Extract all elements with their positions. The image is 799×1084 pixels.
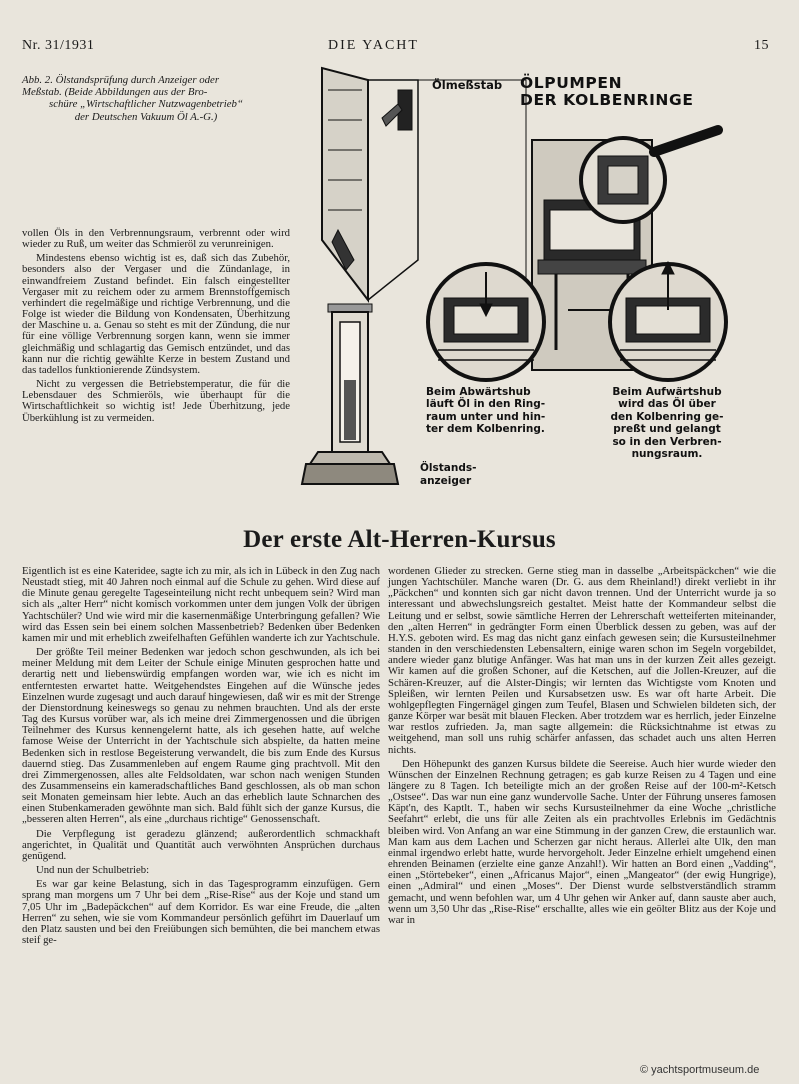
label-line: nungsraum.: [631, 448, 703, 461]
paragraph: Und nun der Schulbetrieb:: [36, 864, 150, 877]
previous-article-column: [22, 228, 290, 424]
paragraph: Die Verpflegung ist geradezu glänzend; außerordentlich schmackhaft angerichtet, in Qualität und Quantität auch verwöhnten Ansprüchen durchaus genügend.: [22, 827, 380, 862]
figure-caption: [22, 74, 270, 123]
paragraph: Nicht zu vergessen die Betriebstemperatur, die für die Lebensdauer des Schmieröls, wie überhaupt für die Wirtschaftlichkeit so wichtig ist! Jede Überhitzung, jede Überkühlung ist zu vermeiden.: [22, 378, 290, 424]
paragraph: wordenen Glieder zu strecken. Gerne stieg man in dasselbe „Arbeitspäckchen“ wie die jungen Yachtschüler. Manche waren (Dr. G. aus dem Rheinland!) direkt verliebt in ihr „Päckchen“ und konnten sich gar nicht davon trennen. Und der Unterricht wurde ja so interessant und abwechslungsreich gestaltet. Meist hatte der Kommandeur selbst die Leitung und er selbst, sowie sämtliche Herren der Lehrerschaft wetteiferten miteinander, den „alten Herren“ in gedrängter Form einen Überblick dessen zu geben, was auf der H.Y.S. geboten wird. Es mag das nicht ganz einfach gewesen sein; die Kursusteilnehmer standen in den verschiedensten Lebensaltern, einige waren schon im Segeln vorgebildet, andere wieder ganz blutige Anfänger. Was hat man uns in der kurzen Zeit alles gezeigt. Wir kamen auf die großen Schoner, auf die Ketschen, auf die Jollen-Kreuzer, auf die Schären-Kreuzer, auf die Alster-Dingis; wir lernten das Wichtigste vom Knoten und Spleißen, wir lernten Peilen und Kursabsetzen usw. Es war oft harte Arbeit. Die wohlgepflegten Fingernägel gingen zum Teufel, Blasen und Schwielen bildeten sich, der ganze Körper war besät mit blauen Flecken. Aber trotzdem war es herrlich, jeder Einzelne war restlos zufrieden. Ja, man sagte allgemein: die Rücksichtnahme ist etwas zu weitgehend, man soll uns ruhig schärfer anfassen, das schadet auch uns alten Herren nichts.: [388, 565, 776, 756]
paragraph: Mindestens ebenso wichtig ist es, daß sich das Zubehör, besonders also der Vergaser und die Zündanlage, in einwandfreiem Zustand befindet. Ein falsch eingestellter Vergaser mit zu reichem oder zu armem Brennstoffgemisch verhindert die regelmäßige und richtige Verbrennung, und die Folge ist wieder die Bildung von Kondensaten, Überhitzung der Maschine u. a. Genau so steht es mit der Zündung, die nur für eine völlige Verbrennung sorgen kann, wenn sie immer gleichmäßig und schlagartig das Gemisch entzündet, und das kann nur die richtig gewählte Kerze in bestem Zustand und das tadellos funktionierende Zündsystem.: [22, 252, 290, 376]
page-number: 15: [754, 38, 769, 53]
paragraph: Es war gar keine Belastung, sich in das Tagesprogramm einzufügen. Gern sprang man morgens um 7 Uhr bei dem „Rise-Rise“ aus der Koje und stand um 7,05 Uhr im „Badepäckchen“ auf dem Korridor. Es war eine Freude, die „alten Herren“ zu sehen, wie sie vom Kommandeur persönlich geführt im Dauerlauf um den Platz sausten und bei den Freiübungen sich bemühten, die bei manchem etwas steif ge-: [22, 878, 380, 946]
upstroke-label: [604, 386, 730, 460]
label-line: preßt und gelangt: [613, 423, 721, 436]
caption-line: der Deutschen Vakuum Öl A.-G.): [74, 110, 218, 123]
article-headline: Der erste Alt-Herren-Kursus: [243, 526, 556, 553]
oil-level-indicator-drawing: [302, 304, 398, 484]
issue-number: Nr. 31/1931: [22, 38, 95, 53]
caption-line: Abb. 2. Ölstandsprüfung durch Anzeiger oder: [22, 74, 220, 86]
caption-line: schüre „Wirtschaftlicher Nutzwagenbetrieb“: [49, 98, 243, 111]
illustration-title-line: ÖLPUMPEN: [520, 74, 623, 92]
paragraph: Der größte Teil meiner Bedenken war jedoch schon geschwunden, als ich bei meiner Meldung mit dem Leiter der Schule einige Minuten gesprochen hatte und derartig nett und liebenswürdig empfangen worden war, wie ich es nicht im entferntesten erwartet hatte. Weitgehendstes Eingehen auf die Wünsche jedes Einzelnen wurde zugesagt und auch darauf hingewiesen, daß wir es mit der Strenge der Dienstordnung keineswegs so genau zu nehmen brauchten. Und als der erste Tag des Kursus vorüber war, als ich meine drei Zimmergenossen und die übrigen Teilnehmer des Kursus kennengelernt hatte, als ich gesehen hatte, auf welche famose Weise der Unterricht in der Yachtschule sich abspielte, da hatten meine Bedenken sich in restlose Begeisterung verwandelt, die bis zum Ende des Kursus dauernd stieg. Das Zusammenleben auf engem Raume ging prachtvoll. Mit den drei Zimmergenossen, alles alte Feldsoldaten, war schon nach wenigen Stunden des Zusammenseins ein kameradschaftliches Band geschlossen, als ob man schon seit Monaten gemeinsam hier lebte. Auch an das erheblich laute Schnarchen des einen Stubenkameraden gewöhnte man sich. Bald fühlt sich der ganze Kursus, die „besseren alten Herren“, als eine „durchaus richtige“ Genossenschaft.: [22, 646, 380, 826]
watermark: © yachtsportmuseum.de: [640, 1064, 760, 1076]
label-line: ter dem Kolbenring.: [426, 423, 545, 436]
label-line: anzeiger: [420, 475, 472, 487]
dipstick-label: Ölmeßstab: [432, 78, 503, 92]
oil-indicator-label: [420, 462, 476, 488]
illustration-title-line: DER KOLBENRINGE: [520, 91, 694, 109]
upstroke-detail-drawing: [610, 262, 726, 380]
paragraph: vollen Öls in den Verbrennungsraum, verbrennt oder wird wieder zu Ruß, um weiter das Schmieröl zu verunreinigen.: [22, 227, 290, 251]
label-line: den Kolbenring ge-: [610, 410, 724, 423]
caption-line: Meßstab. (Beide Abbildungen aus der Bro-: [22, 86, 208, 99]
label-line: wird das Öl über: [618, 398, 716, 411]
paragraph: Eigentlich ist es eine Kateridee, sagte ich zu mir, als ich in Lübeck in den Zug nach Neustadt stieg, mit 40 Jahren noch einmal auf die Schule zu gehen. Wird diese auf die Minute genau geregelte Tageseinteilung nicht recht unbequem sein? Wird man sich als „alter Herr“ nicht komisch vorkommen unter dem jungen Volk der übrigen Yachtschüler? Und wie wird mir die kasernenmäßige Unterbringung gefallen? Wie wird das Essen sein bei einem solchen Massenbetrieb? Bedenken über Bedenken kamen mir und mit erheblich zweifelhaften Gefühlen wanderte ich zur Yachtschule.: [22, 565, 380, 644]
illustration-title: [520, 75, 694, 109]
paragraph: Den Höhepunkt des ganzen Kursus bildete die Seereise. Auch hier wurde wieder den Wünschen der Einzelnen Rechnung getragen; es gab kurze Reisen zu 4 Tagen und eine längere zu 8 Tagen. Ich beteiligte mich an der großen Reise auf der 100-m²-Ketsch „Ostsee“. Das war nun eine ganz wundervolle Sache. Unter der Führung unseres famosen Käpt'n, des Kaptlt. T., haben wir sechs Kursusteilnehmer da eine Woche „christliche Seefahrt“ erlebt, die uns für alle Zeiten als ein prachtvolles Erlebnis im Gedächtnis bleiben wird. Von Anfang an war eine Stimmung in der ganzen Crew, die erstaunlich war. Man kam aus dem Lachen und Scherzen gar nicht heraus. Allerlei alte Ulk, den man einmal irgendwo erlebt hatte, wurde hervorgeholt. Jeder Einzelne erhielt umgehend einen ehrenden Beinamen (erzielte eine ganze Anzahl!). Wir hatten an Bord einen „Vadding“, einen „Störtebeker“, einen „Africanus Major“, einen „Mangeator“ (der ewig Hungrige), einen „Admiral“ und einen „Moses“. Der Dienst wurde selbstverständlich stramm gemacht, und wenn befohlen war, um 4 Uhr gehen wir Anker auf, dann sauste aber auch, wenn um 3,50 Uhr das „Rise-Rise“ erschallte, alles wie ein geölter Blitz aus der Koje und war in: [388, 757, 776, 926]
downstroke-label: [426, 386, 545, 436]
label-line: Beim Abwärtshub: [426, 386, 531, 398]
journal-title: DIE YACHT: [328, 38, 419, 53]
article-column-left: [22, 566, 380, 946]
label-line: läuft Öl in den Ring-: [426, 398, 546, 411]
label-line: raum unter und hin-: [426, 410, 546, 423]
label-line: so in den Verbren-: [612, 435, 722, 448]
oil-pump-illustration: [298, 60, 788, 500]
article-column-right: [388, 566, 776, 926]
label-line: Beim Aufwärtshub: [612, 386, 722, 398]
downstroke-detail-drawing: [428, 264, 544, 380]
label-line: Ölstands-: [420, 462, 477, 474]
